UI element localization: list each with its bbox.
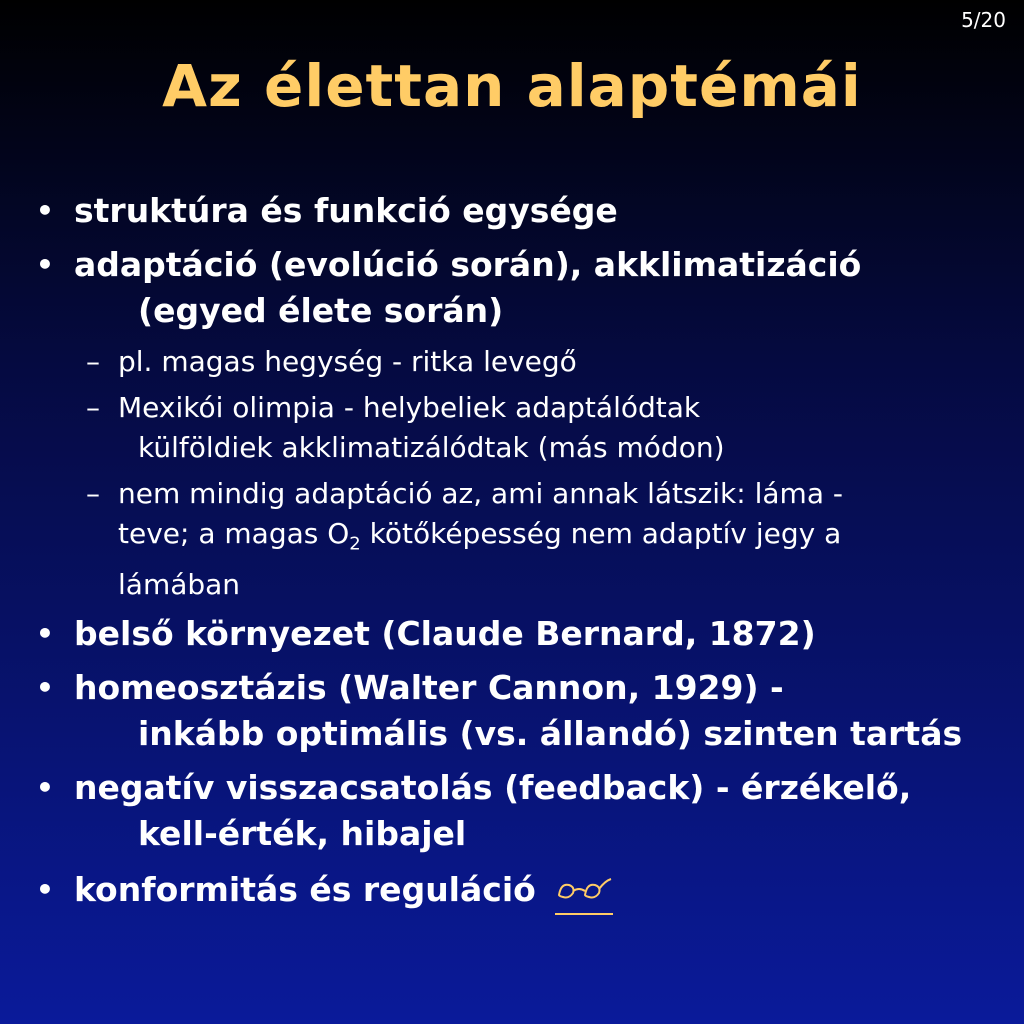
bullet-item bbox=[36, 867, 1006, 916]
bullet-item bbox=[36, 765, 1006, 857]
bullet-marker: • bbox=[36, 872, 54, 906]
bullet-text: homeosztázis (Walter Cannon, 1929) - bbox=[74, 667, 784, 707]
sub-bullet-item bbox=[36, 388, 978, 468]
page-number: 5/20 bbox=[961, 8, 1006, 32]
bullet-item bbox=[36, 611, 1006, 657]
slide-title: Az élettan alaptémái bbox=[162, 52, 862, 120]
bullet-text: adaptáció (evolúció során), akklimatizáció bbox=[74, 245, 862, 284]
bullet-marker: • bbox=[36, 616, 54, 650]
bullet-text: struktúra és funkció egysége bbox=[74, 191, 618, 230]
sub-bullet-text: lámában bbox=[118, 567, 241, 601]
glasses-icon[interactable] bbox=[555, 867, 613, 915]
dash-marker: – bbox=[86, 391, 100, 424]
bullet-marker: • bbox=[36, 770, 54, 804]
bullet-item bbox=[36, 188, 1006, 234]
sub-bullet-item bbox=[36, 474, 978, 605]
sub-bullet-text: Mexikói olimpia - helybeliek adaptálódtak bbox=[118, 391, 701, 424]
bullet-item bbox=[36, 665, 1006, 757]
sub-bullet-text-continued: külföldiek akklimatizálódtak (más módon) bbox=[138, 431, 725, 464]
bullet-text: negatív visszacsatolás (feedback) - érzékelő, bbox=[74, 767, 912, 807]
sub-bullet-text: teve; a magas O bbox=[118, 517, 350, 550]
subscript-text: 2 bbox=[349, 533, 361, 555]
dash-marker: – bbox=[86, 345, 100, 378]
sub-bullet-item bbox=[36, 342, 978, 382]
bullet-text: belső környezet (Claude Bernard, 1872) bbox=[74, 613, 816, 653]
dash-marker: – bbox=[86, 477, 100, 510]
bullet-text-continued: (egyed élete során) bbox=[138, 291, 504, 330]
bullet-item bbox=[36, 242, 1006, 334]
bullet-text-continued: inkább optimális (vs. állandó) szinten tartás bbox=[138, 713, 963, 753]
bullet-text-continued: kell-érték, hibajel bbox=[138, 813, 467, 853]
slide-content bbox=[36, 188, 1006, 923]
bullet-marker: • bbox=[36, 670, 54, 704]
bullet-marker: • bbox=[36, 194, 54, 227]
sub-bullet-text: pl. magas hegység - ritka levegő bbox=[118, 345, 577, 378]
sub-bullet-text: nem mindig adaptáció az, ami annak látszik: láma - bbox=[118, 477, 843, 510]
bullet-text: konformitás és reguláció bbox=[74, 869, 536, 909]
bullet-marker: • bbox=[36, 248, 54, 281]
sub-bullet-text: kötőképesség nem adaptív jegy a bbox=[360, 517, 842, 550]
